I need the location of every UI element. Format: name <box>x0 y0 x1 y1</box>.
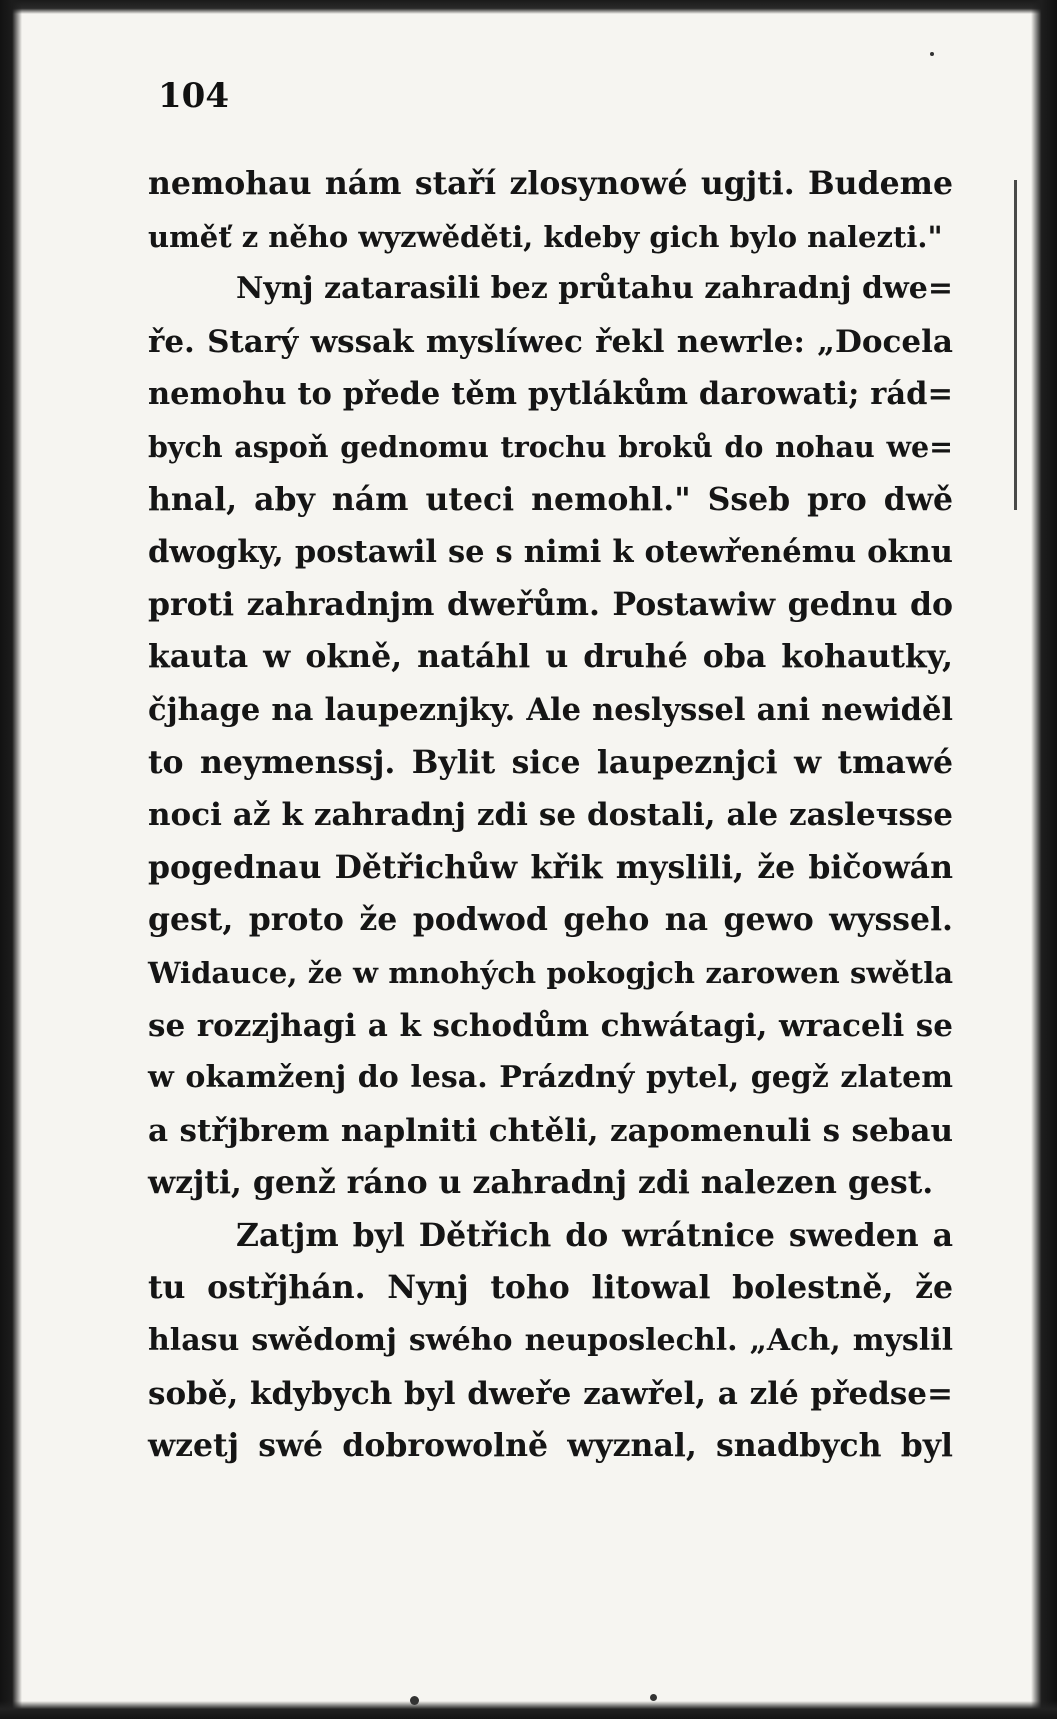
text-line: bych aspoň gednomu trochu broků do nohau we= <box>148 429 953 464</box>
text-line: Widauce, že w mnohých pokogjch zarowen swětla <box>148 955 953 990</box>
text-line: proti zahradnjm dweřům. Postawiw gednu do <box>148 585 953 623</box>
text-line: wzjti, genž ráno u zahradnj zdi nalezen gest. <box>148 1164 934 1202</box>
text-line: kauta w okně, natáhl u druhé oba kohautky, <box>148 638 953 676</box>
text-line: noci až k zahradnj zdi se dostali, ale zasleчsse <box>148 797 953 834</box>
text-line: dwogky, postawil se s nimi k otewřenému oknu <box>148 534 953 571</box>
scan-edge-top <box>0 0 1057 14</box>
scan-edge-right <box>1031 0 1057 1719</box>
text-line: hlasu swědomj swého neuposlechl. „Ach, myslil <box>148 1323 953 1359</box>
text-line: tu ostřjhán. Nynj toho litowal bolestně, že <box>148 1269 953 1307</box>
text-line: a střjbrem naplniti chtěli, zapomenuli s sebau <box>148 1112 953 1149</box>
text-line: to neymenssj. Bylit sice laupeznjci w tmawé <box>148 743 953 781</box>
text-line: sobě, kdybych byl dweře zawřel, a zlé předse= <box>148 1375 953 1412</box>
scan-edge-bottom <box>0 1701 1057 1719</box>
page-number: 104 <box>158 76 229 116</box>
text-line: w okamženj do lesa. Prázdný pytel, gegž zlatem <box>148 1060 953 1096</box>
scan-edge-left <box>0 0 22 1719</box>
text-line: hnal, aby nám uteci nemohl." Sseb pro dwě <box>148 480 953 518</box>
text-line: Nynj zatarasili bez průtahu zahradnj dwe= <box>236 271 953 307</box>
text-line: uměť z něho wyzwěděti, kdeby gich bylo nalezti." <box>148 219 943 254</box>
scan-speck <box>650 1694 657 1701</box>
scan-gutter-line <box>1014 180 1017 510</box>
text-line: nemohu to přede těm pytlákům darowati; rád= <box>148 376 953 413</box>
text-line: nemohau nám staří zlosynowé ugjti. Budeme <box>148 165 953 202</box>
text-line: wzetj swé dobrowolně wyznal, snadbych byl <box>148 1427 953 1465</box>
text-line: gest, proto že podwod geho na gewo wyssel. <box>148 901 953 939</box>
scan-speck <box>410 1696 419 1705</box>
scan-speck <box>930 52 934 56</box>
text-line: pogednau Dětřichůw křik myslili, že bičowán <box>148 848 953 886</box>
body-text <box>148 158 953 1473</box>
text-line: se rozzjhagi a k schodům chwátagi, wraceli se <box>148 1007 953 1044</box>
text-line: čjhage na laupeznjky. Ale neslyssel ani newiděl <box>148 691 953 728</box>
text-line: ře. Starý wssak myslíwec řekl newrle: „Docela <box>148 323 953 360</box>
text-line: Zatjm byl Dětřich do wrátnice sweden a <box>236 1216 953 1254</box>
